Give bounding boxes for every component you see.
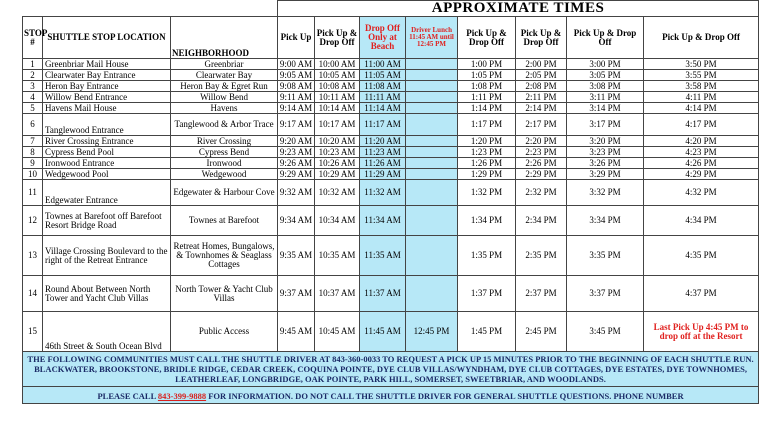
time-cell: 11:37 AM (360, 276, 406, 312)
table-row (23, 206, 759, 236)
header-pickup: Pick Up (278, 17, 315, 59)
header-pickup-drop-1: Pick Up & Drop Off (458, 17, 516, 59)
stop-number: 11 (23, 180, 43, 206)
time-cell (406, 114, 458, 136)
stop-number: 8 (23, 147, 43, 158)
stop-number: 4 (23, 92, 43, 103)
time-cell: 2:14 PM (516, 103, 567, 114)
time-cell: 2:29 PM (516, 169, 567, 180)
time-cell: 1:08 PM (458, 81, 516, 92)
time-cell: 11:32 AM (360, 180, 406, 206)
time-cell: 10:17 AM (315, 114, 360, 136)
table-row (23, 136, 759, 147)
stop-neighborhood: Havens (171, 103, 278, 114)
stop-location: Cypress Bend Pool (43, 147, 171, 158)
schedule-table (22, 0, 759, 404)
footer-notice: THE FOLLOWING COMMUNITIES MUST CALL THE SHUTTLE DRIVER AT 843-360-0033 TO REQUEST A PICK UP 15 MINUTES PRIOR TO THE BEGINNING OF EACH SHUTTLE RUN. BLACKWATER, BROOKSTONE, BRIDLE RIDGE, CEDAR CREEK, COQUINA POINTE, DYE CLUB VILLAS/WYNDHAM, DYE CLUB COTTAGES, DYE ESTATES, DYE TOWNHOMES, LEATHERLEAF, LONGBRIDGE, OAK POINTE, PARK HILL, SOMERSET, SWEETBRIAR, AND WOODLANDS. (23, 352, 759, 387)
header-dropoff-beach: Drop Off Only at Beach (360, 17, 406, 59)
table-row (23, 59, 759, 70)
time-cell: 11:11 AM (360, 92, 406, 103)
time-cell: 1:32 PM (458, 180, 516, 206)
stop-number: 3 (23, 81, 43, 92)
time-cell: 4:23 PM (644, 147, 759, 158)
stop-number: 13 (23, 236, 43, 276)
time-cell: 3:35 PM (567, 236, 644, 276)
time-cell: 4:14 PM (644, 103, 759, 114)
stop-number: 6 (23, 114, 43, 136)
time-cell (406, 236, 458, 276)
time-cell (406, 70, 458, 81)
time-cell (406, 103, 458, 114)
time-cell: 3:11 PM (567, 92, 644, 103)
stop-location: Tanglewood Entrance (43, 114, 171, 136)
time-cell: 1:34 PM (458, 206, 516, 236)
time-cell: 3:20 PM (567, 136, 644, 147)
table-row (23, 180, 759, 206)
time-cell: 11:45 AM (360, 312, 406, 352)
table-row (23, 103, 759, 114)
time-cell: 2:08 PM (516, 81, 567, 92)
stop-number: 15 (23, 312, 43, 352)
time-cell: 1:11 PM (458, 92, 516, 103)
time-cell (406, 169, 458, 180)
time-cell (406, 206, 458, 236)
stop-location: Round About Between North Tower and Yacht Club Villas (43, 276, 171, 312)
time-cell: 2:11 PM (516, 92, 567, 103)
time-cell: 9:37 AM (278, 276, 315, 312)
footer-info-post: FOR INFORMATION. DO NOT CALL THE SHUTTLE DRIVER FOR GENERAL SHUTTLE QUESTIONS. PHONE NUMBER (206, 391, 684, 401)
stop-number: 7 (23, 136, 43, 147)
table-row (23, 236, 759, 276)
stop-neighborhood: Willow Bend (171, 92, 278, 103)
table-row (23, 92, 759, 103)
time-cell: 3:29 PM (567, 169, 644, 180)
time-cell: 4:17 PM (644, 114, 759, 136)
time-cell: 1:05 PM (458, 70, 516, 81)
table-row (23, 312, 759, 352)
title-spacer (23, 1, 278, 17)
stop-location: Edgewater Entrance (43, 180, 171, 206)
stop-neighborhood: River Crossing (171, 136, 278, 147)
time-cell: 10:29 AM (315, 169, 360, 180)
table-row (23, 169, 759, 180)
stop-neighborhood: Wedgewood (171, 169, 278, 180)
time-cell: 9:17 AM (278, 114, 315, 136)
header-location: SHUTTLE STOP LOCATION (43, 17, 171, 59)
time-cell: 1:14 PM (458, 103, 516, 114)
time-cell: 9:34 AM (278, 206, 315, 236)
time-cell: 1:23 PM (458, 147, 516, 158)
stop-location: Townes at Barefoot off Barefoot Resort Bridge Road (43, 206, 171, 236)
stop-number: 9 (23, 158, 43, 169)
time-cell: 11:26 AM (360, 158, 406, 169)
header-pickup-drop-4: Pick Up & Drop Off (644, 17, 759, 59)
time-cell: 2:17 PM (516, 114, 567, 136)
time-cell: 1:29 PM (458, 169, 516, 180)
time-cell: 2:23 PM (516, 147, 567, 158)
time-cell: 3:17 PM (567, 114, 644, 136)
time-cell: 3:08 PM (567, 81, 644, 92)
header-neighborhood: NEIGHBORHOOD (171, 17, 278, 59)
header-driver-lunch: Driver Lunch 11:45 AM until 12:45 PM (406, 17, 458, 59)
time-cell: 3:55 PM (644, 70, 759, 81)
time-cell: 10:26 AM (315, 158, 360, 169)
time-cell: 3:32 PM (567, 180, 644, 206)
footer-info (23, 387, 759, 404)
time-cell (406, 276, 458, 312)
stop-location: River Crossing Entrance (43, 136, 171, 147)
stop-number: 12 (23, 206, 43, 236)
time-cell: 10:23 AM (315, 147, 360, 158)
stop-location: Willow Bend Entrance (43, 92, 171, 103)
time-cell: 10:05 AM (315, 70, 360, 81)
time-cell: Last Pick Up 4:45 PM to drop off at the Resort (644, 312, 759, 352)
time-cell: 9:32 AM (278, 180, 315, 206)
stop-number: 5 (23, 103, 43, 114)
time-cell: 1:35 PM (458, 236, 516, 276)
time-cell (406, 180, 458, 206)
time-cell: 9:14 AM (278, 103, 315, 114)
time-cell: 10:00 AM (315, 59, 360, 70)
time-cell: 10:32 AM (315, 180, 360, 206)
time-cell: 10:45 AM (315, 312, 360, 352)
stop-neighborhood: Townes at Barefoot (171, 206, 278, 236)
time-cell: 3:34 PM (567, 206, 644, 236)
time-cell: 1:17 PM (458, 114, 516, 136)
time-cell: 9:23 AM (278, 147, 315, 158)
time-cell: 2:45 PM (516, 312, 567, 352)
header-pickup-dropoff: Pick Up & Drop Off (315, 17, 360, 59)
time-cell: 12:45 PM (406, 312, 458, 352)
stop-number: 10 (23, 169, 43, 180)
time-cell: 3:45 PM (567, 312, 644, 352)
time-cell: 4:26 PM (644, 158, 759, 169)
stop-location: Wedgewood Pool (43, 169, 171, 180)
header-pickup-drop-2: Pick Up & Drop Off (516, 17, 567, 59)
time-cell (406, 147, 458, 158)
time-cell: 9:29 AM (278, 169, 315, 180)
stop-number: 2 (23, 70, 43, 81)
time-cell: 4:11 PM (644, 92, 759, 103)
time-cell (406, 81, 458, 92)
stop-location: Heron Bay Entrance (43, 81, 171, 92)
stop-neighborhood: Clearwater Bay (171, 70, 278, 81)
stop-location: Clearwater Bay Entrance (43, 70, 171, 81)
page-title: APPROXIMATE TIMES (278, 1, 759, 17)
time-cell: 11:35 AM (360, 236, 406, 276)
time-cell: 11:00 AM (360, 59, 406, 70)
time-cell: 4:37 PM (644, 276, 759, 312)
stop-location: 46th Street & South Ocean Blvd (43, 312, 171, 352)
time-cell: 1:20 PM (458, 136, 516, 147)
time-cell (406, 59, 458, 70)
stop-neighborhood: Tanglewood & Arbor Trace (171, 114, 278, 136)
time-cell: 2:35 PM (516, 236, 567, 276)
table-row (23, 81, 759, 92)
time-cell (406, 158, 458, 169)
time-cell: 4:20 PM (644, 136, 759, 147)
time-cell: 9:11 AM (278, 92, 315, 103)
time-cell: 4:34 PM (644, 206, 759, 236)
time-cell: 2:00 PM (516, 59, 567, 70)
time-cell: 10:37 AM (315, 276, 360, 312)
time-cell: 10:08 AM (315, 81, 360, 92)
stop-number: 1 (23, 59, 43, 70)
time-cell: 11:14 AM (360, 103, 406, 114)
header-stop: STOP # (23, 17, 43, 59)
time-cell: 3:00 PM (567, 59, 644, 70)
stop-neighborhood: Ironwood (171, 158, 278, 169)
stop-neighborhood: Edgewater & Harbour Cove (171, 180, 278, 206)
stop-neighborhood: Retreat Homes, Bungalows, & Townhomes & Seaglass Cottages (171, 236, 278, 276)
time-cell: 2:05 PM (516, 70, 567, 81)
time-cell: 1:26 PM (458, 158, 516, 169)
time-cell: 9:35 AM (278, 236, 315, 276)
time-cell: 3:23 PM (567, 147, 644, 158)
time-cell: 11:29 AM (360, 169, 406, 180)
time-cell: 4:35 PM (644, 236, 759, 276)
time-cell: 1:37 PM (458, 276, 516, 312)
time-cell: 3:14 PM (567, 103, 644, 114)
stop-location: Village Crossing Boulevard to the right of the Retreat Entrance (43, 236, 171, 276)
time-cell: 3:50 PM (644, 59, 759, 70)
stop-neighborhood: North Tower & Yacht Club Villas (171, 276, 278, 312)
time-cell: 11:05 AM (360, 70, 406, 81)
time-cell: 2:26 PM (516, 158, 567, 169)
time-cell: 2:32 PM (516, 180, 567, 206)
stop-number: 14 (23, 276, 43, 312)
time-cell: 1:00 PM (458, 59, 516, 70)
time-cell (406, 136, 458, 147)
stop-location: Havens Mail House (43, 103, 171, 114)
time-cell: 9:05 AM (278, 70, 315, 81)
stop-neighborhood: Cypress Bend (171, 147, 278, 158)
time-cell: 9:26 AM (278, 158, 315, 169)
time-cell: 1:45 PM (458, 312, 516, 352)
time-cell: 3:05 PM (567, 70, 644, 81)
time-cell: 11:08 AM (360, 81, 406, 92)
time-cell: 11:34 AM (360, 206, 406, 236)
footer-info-pre: PLEASE CALL (97, 391, 158, 401)
time-cell: 9:08 AM (278, 81, 315, 92)
time-cell: 11:20 AM (360, 136, 406, 147)
time-cell: 4:32 PM (644, 180, 759, 206)
time-cell: 2:37 PM (516, 276, 567, 312)
time-cell: 9:00 AM (278, 59, 315, 70)
header-pickup-drop-3: Pick Up & Drop Off (567, 17, 644, 59)
time-cell: 10:20 AM (315, 136, 360, 147)
time-cell (406, 92, 458, 103)
time-cell: 10:14 AM (315, 103, 360, 114)
stop-location: Ironwood Entrance (43, 158, 171, 169)
time-cell: 11:17 AM (360, 114, 406, 136)
time-cell: 3:26 PM (567, 158, 644, 169)
time-cell: 9:20 AM (278, 136, 315, 147)
time-cell: 2:20 PM (516, 136, 567, 147)
time-cell: 10:34 AM (315, 206, 360, 236)
time-cell: 11:23 AM (360, 147, 406, 158)
time-cell: 3:58 PM (644, 81, 759, 92)
table-row (23, 276, 759, 312)
stop-neighborhood: Greenbriar (171, 59, 278, 70)
time-cell: 4:29 PM (644, 169, 759, 180)
table-row (23, 114, 759, 136)
stop-location: Greenbriar Mail House (43, 59, 171, 70)
info-phone-link[interactable]: 843-399-9888 (157, 391, 207, 401)
table-row (23, 147, 759, 158)
table-row (23, 158, 759, 169)
stop-neighborhood: Heron Bay & Egret Run (171, 81, 278, 92)
time-cell: 10:35 AM (315, 236, 360, 276)
time-cell: 9:45 AM (278, 312, 315, 352)
time-cell: 10:11 AM (315, 92, 360, 103)
stop-neighborhood: Public Access (171, 312, 278, 352)
time-cell: 3:37 PM (567, 276, 644, 312)
table-row (23, 70, 759, 81)
time-cell: 2:34 PM (516, 206, 567, 236)
